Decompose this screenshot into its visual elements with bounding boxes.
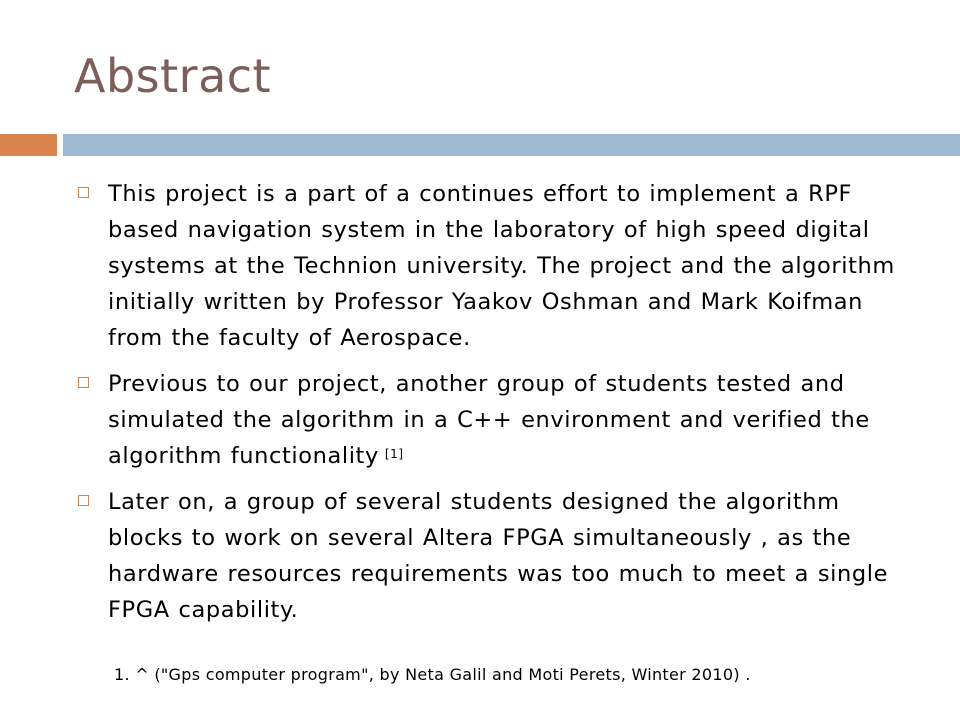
bullet-text: Previous to our project, another group of students tested and simulated the algorithm in a C++ environment and verified the algorithm functionality bbox=[108, 371, 870, 469]
bullet-text: This project is a part of a continues effort to implement a RPF based navigation system in the laboratory of high speed digital systems at the Technion university. The project and the algorithm initially written by Professor Yaakov Oshman and Mark Koifman from the faculty of Aerospace. bbox=[108, 181, 895, 351]
title-accent-bar bbox=[0, 134, 57, 156]
slide-title: Abstract bbox=[74, 49, 272, 103]
bullet-item-1 bbox=[78, 176, 918, 356]
bullet-text: Later on, a group of several students designed the algorithm blocks to work on several Altera FPGA simultaneously , as the hardware resources requirements was too much to meet a single FPGA capability. bbox=[108, 489, 889, 623]
title-divider-bar bbox=[63, 134, 960, 156]
bullet-list bbox=[78, 176, 918, 638]
bullet-item-3 bbox=[78, 484, 918, 628]
hollow-square-icon bbox=[78, 377, 89, 388]
hollow-square-icon bbox=[78, 495, 89, 506]
bullet-item-2 bbox=[78, 366, 918, 474]
footnote: 1. ^ ("Gps computer program", by Neta Galil and Moti Perets, Winter 2010) . bbox=[114, 665, 751, 684]
hollow-square-icon bbox=[78, 187, 89, 198]
citation-marker: [1] bbox=[384, 447, 404, 461]
